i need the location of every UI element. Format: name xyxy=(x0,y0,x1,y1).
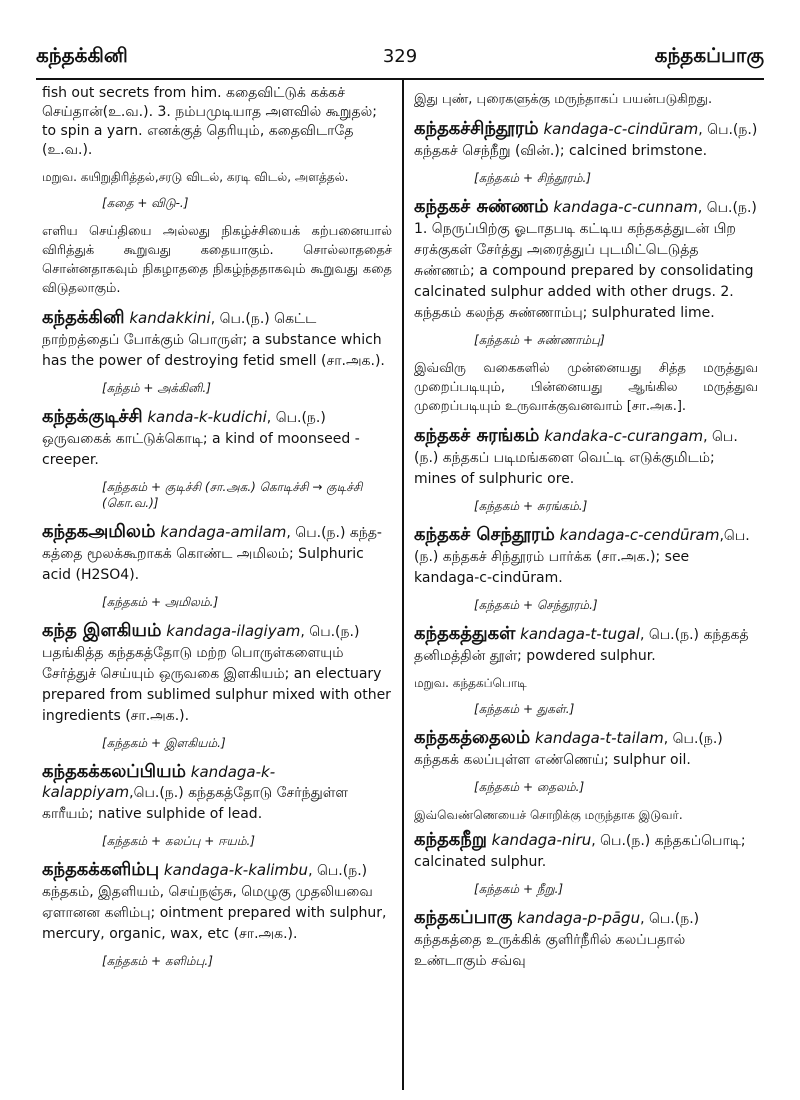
etymology: [கந்தகம் + சுண்ணாம்பு] xyxy=(474,333,605,347)
etymology: [கந்தகம் + களிம்பு.] xyxy=(102,954,213,968)
etymology: [கந்தகம் + இளகியம்.] xyxy=(102,736,226,750)
header-rule xyxy=(36,78,764,80)
dictionary-entry xyxy=(414,908,758,971)
headword: கந்தகஅமிலம் xyxy=(42,521,156,542)
headword: கந்தகத்தைலம் xyxy=(414,727,531,748)
headword: கந்தக்குடிச்சி xyxy=(42,406,143,427)
page-number: 329 xyxy=(382,45,418,67)
transliteration: kandaga-amilam xyxy=(160,523,287,541)
dictionary-entry xyxy=(414,728,758,770)
headword: கந்தகநீறு xyxy=(414,829,487,850)
transliteration: kandaga-c-cunnam xyxy=(553,198,698,216)
transliteration: kandaga-c-cendūram xyxy=(559,526,720,544)
definition: , பெ.(ந.) கந்த-கத்தை மூலக்கூறாகக் கொண்ட அமிலம்; Sulphuric acid (H2SO4). xyxy=(42,525,382,583)
etymology: [கந்தகம் + அமிலம்.] xyxy=(102,595,219,609)
transliteration: kandaka-c-curangam xyxy=(544,427,704,445)
left-column xyxy=(42,84,392,1092)
etymology: [கந்தகம் + குடிச்சி (சா.அக.) கொடிச்சி → குடிச்சி (கொ.வ.)] xyxy=(102,480,363,510)
continuation-text: fish out secrets from him. கதைவிட்டுக் கக்கச் செய்தான்(உ.வ.). 3. நம்பமுடியாத அளவில் கூறுதல்; to spin a yarn. எனக்குத் தெரியும், கதைவிடாதே (உ.வ.). xyxy=(42,85,377,158)
etymology: [கந்தகம் + நீறு.] xyxy=(474,882,564,896)
explanatory-paragraph: இவ்விரு வகைகளில் முன்னையது சித்த மருத்துவ முறைப்படியும், பின்னையது ஆங்கில மருத்துவ முறைப்படியும் உருவாக்குவனவாம் [சா.அக.]. xyxy=(414,361,758,414)
definition: ,பெ.(ந.) கந்தகச் சிந்தூரம் பார்க்க (சா.அக.); see kandaga-c-cindūram. xyxy=(414,528,750,586)
dictionary-entry xyxy=(42,407,392,470)
page-header xyxy=(36,36,764,76)
dictionary-entry xyxy=(414,624,758,666)
definition: , பெ.(ந.) ஒருவகைக் காட்டுக்கொடி; a kind of moonseed - creeper. xyxy=(42,410,360,468)
explanatory-paragraph: எளிய செய்தியை அல்லது நிகழ்ச்சியைக் கற்பனையால் விரித்துக் கூறுவது கதையாகும். சொல்லாததைச் சொன்னதாகவும் நிகழாததை நிகழ்ந்ததாகவும் கூறுவது கதை விடுதலாகும். xyxy=(42,224,392,296)
headword: கந்தகக்கலப்பியம் xyxy=(42,761,186,782)
headword: கந்த இளகியம் xyxy=(42,620,162,641)
transliteration: kandaga-k-kalappiyam xyxy=(42,763,276,801)
headword: கந்தகச் சுரங்கம் xyxy=(414,425,540,446)
etymology: [கந்தகம் + சுரங்கம்.] xyxy=(474,499,588,513)
definition: , பெ.(ந.) கந்தகச் செந்நீறு (வின்.); calcined brimstone. xyxy=(414,122,758,159)
etymology: [கந்தகம் + தைலம்.] xyxy=(474,780,585,794)
etymology: [கந்தகம் + செந்தூரம்.] xyxy=(474,598,598,612)
transliteration: kandakkini xyxy=(129,309,211,327)
definition: , பெ.(ந.) கந்தகத் தனிமத்தின் தூள்; powdered sulphur. xyxy=(414,627,749,664)
headword: கந்தகச் சுண்ணம் xyxy=(414,196,549,217)
definition: , பெ.(ந.) கந்தகப்பொடி; calcinated sulphur. xyxy=(414,833,746,870)
dictionary-entry xyxy=(414,525,758,588)
synonym-note: மறுவ. கந்தகப்பொடி xyxy=(414,676,527,690)
right-column xyxy=(414,84,758,1092)
transliteration: kandaga-t-tailam xyxy=(535,729,664,747)
transliteration: kandaga-t-tugal xyxy=(520,625,640,643)
dictionary-entry xyxy=(42,860,392,944)
headword: கந்தகப்பாகு xyxy=(414,907,513,928)
etymology: [கந்தகம் + கலப்பு + ஈயம்.] xyxy=(102,834,255,848)
dictionary-entry xyxy=(414,426,758,489)
transliteration: kandaga-k-kalimbu xyxy=(163,861,309,879)
synonym-note: மறுவ. கயிறுதிரித்தல்,சரடு விடல், கரடி விடல், அளத்தல். xyxy=(42,170,349,184)
transliteration: kandaga-c-cindūram xyxy=(543,120,699,138)
explanatory-paragraph: இவ்வெண்ணெயைச் சொறிக்கு மருந்தாக இடுவர். xyxy=(414,808,683,822)
left-running-head: கந்தக்கினி xyxy=(36,42,128,67)
transliteration: kandaga-ilagiyam xyxy=(166,622,301,640)
definition: , பெ.(ந.) கந்தகப் படிமங்களை வெட்டி எடுக்குமிடம்; mines of sulphuric ore. xyxy=(414,429,738,487)
dictionary-entry xyxy=(42,621,392,726)
definition: , பெ.(ந.) கந்தகம், இதளியம், செய்நஞ்சு, மெழுகு முதலியவை ஏளானன களிம்பு; ointment prepared with sulphur, mercury, organic, wax, etc (சா.அக.). xyxy=(42,863,387,942)
column-divider xyxy=(402,80,404,1090)
definition: , பெ.(ந.) பதங்கித்த கந்தகத்தோடு மற்ற பொருள்களையும் சேர்த்துச் செய்யும் ஒருவகை இளகியம்; an electuary prepared from sublimed sulphur mixed with other ingredients (சா.அக.). xyxy=(42,624,391,724)
right-running-head: கந்தகப்பாகு xyxy=(654,42,764,67)
dictionary-entry xyxy=(414,197,758,323)
transliteration: kandaga-niru xyxy=(491,831,592,849)
dictionary-entry xyxy=(42,762,392,824)
definition: , பெ.(ந.) கெட்ட நாற்றத்தைப் போக்கும் பொருள்; a substance which has the power of destroying fetid smell (சா.அக.). xyxy=(42,311,385,369)
definition: , பெ.(ந.) கந்தகக் கலப்புள்ள எண்ணெய்; sulphur oil. xyxy=(414,731,723,768)
etymology: [கந்தகம் + சிந்தூரம்.] xyxy=(474,171,591,185)
etymology: [கந்தம் + அக்கினி.] xyxy=(102,381,211,395)
transliteration: kanda-k-kudichi xyxy=(147,408,267,426)
definition: , பெ.(ந.) கந்தகத்தை உருக்கிக் குளிர்நீரில் கலப்பதால் உண்டாகும் சவ்வு xyxy=(414,911,700,969)
continuation-text: இது புண், புரைகளுக்கு மருந்தாகப் பயன்படுகிறது. xyxy=(414,92,713,107)
headword: கந்தகச் செந்தூரம் xyxy=(414,524,555,545)
etymology: [கதை + விடு-.] xyxy=(102,196,189,210)
dictionary-entry xyxy=(414,119,758,161)
headword: கந்தக்கினி xyxy=(42,307,125,328)
definition: ,பெ.(ந.) கந்தகத்தோடு சேர்ந்துள்ள காரீயம்; native sulphide of lead. xyxy=(42,785,349,822)
dictionary-entry xyxy=(42,308,392,371)
headword: கந்தகச்சிந்தூரம் xyxy=(414,118,539,139)
headword: கந்தகக்களிம்பு xyxy=(42,859,160,880)
transliteration: kandaga-p-pāgu xyxy=(517,909,641,927)
definition: , பெ.(ந.) 1. நெருப்பிற்கு ஓடாதபடி கட்டிய கந்தகத்துடன் பிற சரக்குகள் சேர்த்து அரைத்துப் புடமிட்டெடுத்த சுண்ணம்; a compound prepared by consolidating calcinated sulphur added with other drugs. 2. கந்தகம் கலந்த சுண்ணாம்பு; sulphurated lime. xyxy=(414,200,757,321)
headword: கந்தகத்துகள் xyxy=(414,623,516,644)
etymology: [கந்தகம் + துகள்.] xyxy=(474,702,575,716)
dictionary-entry xyxy=(42,522,392,585)
dictionary-entry xyxy=(414,830,758,872)
